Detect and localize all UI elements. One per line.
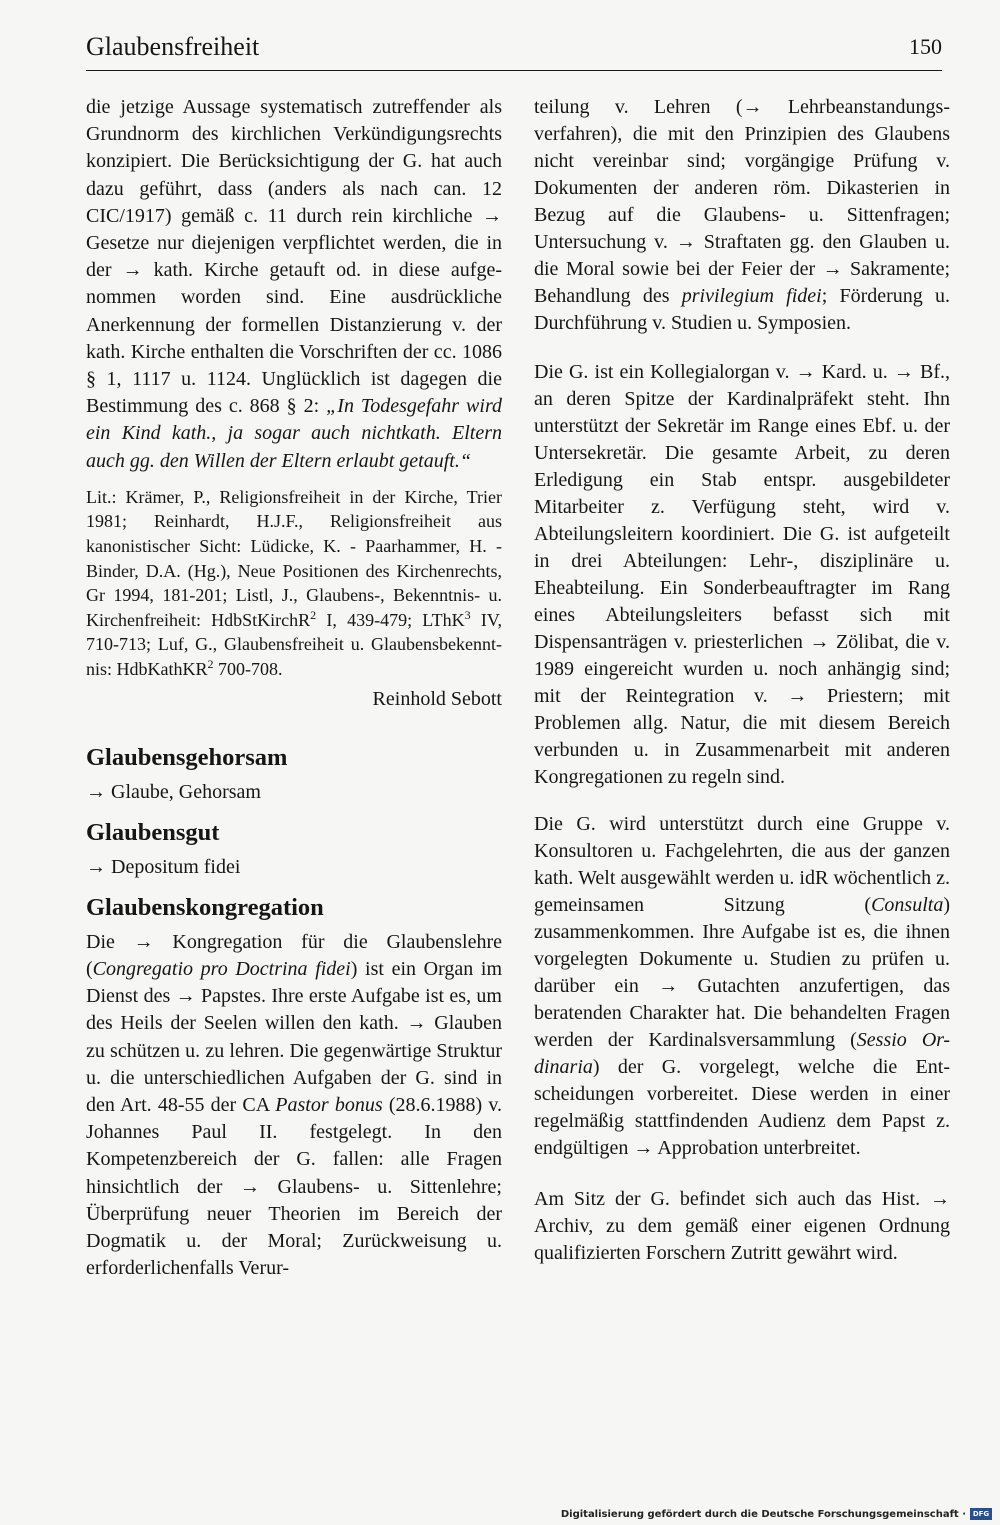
dfg-logo: DFG	[970, 1508, 992, 1520]
digitization-credit	[561, 1508, 992, 1520]
entry-title-glaubensgehorsam: Glaubensgehorsam	[86, 743, 288, 771]
article-author: Reinhold Sebott	[372, 687, 502, 710]
right-column	[534, 94, 950, 1267]
right-paragraph-1: teilung v. Lehren (→ Lehrbeanstandungsverfahren), die mit den Prinzipien des Glaubens nicht vereinbar sind; vorgängige Prüfung v. Dokumenten der anderen röm. Dikasterien in Bezug auf die Glaubens- u. Sittenfragen; Untersuchung v. → Straftaten gg. den Glauben u. die Moral sowie bei der Feier der → Sakramente; Behandlung des privilegium fidei; Förderung u. Durchführung v. Studien u. Symposien.	[534, 96, 951, 334]
cross-reference: → Glaube, Gehorsam	[86, 780, 261, 803]
right-paragraph-3: Die G. wird unterstützt durch eine Gruppe v. Konsultoren u. Fachgelehrten, die aus der ganzen kath. Welt ausgewählt werden u. idR wöchentlich z. gemeinsamen Sitzung (Consulta) zusammenkommen. Ihre Aufgabe ist es, die ihnen vorgelegten Dokumente u. Studien zu prüfen u. darüber ein → Gutachten anzufertigen, das beratenden Charakter hat. Die behandelten Fragen werden der Kardinalsversammlung (Sessio Ordinaria) der G. vorgelegt, welche die Entscheidungen vorbereitet. Diese werden in einer regelmäßig stattfindenden Audienz dem Papst z. endgültigen → Approbation unterbreitet.	[534, 813, 951, 1159]
literature-list: Lit.: Krämer, P., Religionsfreiheit in der Kirche, Trier 1981; Reinhardt, H.J.F., Religionsfreiheit aus kanonistischer Sicht: Lüdicke, K. - Paarhammer, H. - Binder, D.A. (Hg.), Neue Positionen des Kirchenrechts, Gr 1994, 181-201; Listl, J., Glaubens-, Bekenntnis- u. Kirchenfreiheit: HdbStKirchR$^2$ I, 439-479; LThK$^3$ IV, 710-713; Luf, G., Glaubensfreiheit u. Glaubensbekenntnis: HdbKathKR$^2$ 700-708.	[86, 486, 503, 679]
cross-reference: → Depositum fidei	[86, 855, 241, 878]
entry-title-glaubenskongregation: Glaubenskongregation	[86, 893, 324, 921]
credit-text: Digitalisierung gefördert durch die Deutsche Forschungsgemeinschaft ·	[560, 1508, 966, 1520]
left-paragraph-3: Die → Kongregation für die Glaubenslehre (Congregatio pro Doctrina fidei) ist ein Organ im Dienst des → Papstes. Ihre erste Aufgabe ist es, um des Heils der Seelen willen den kath. → Glauben zu schützen u. zu lehren. Die gegenwärtige Struktur u. die unterschiedlichen Aufgaben der G. sind in den Art. 48-55 der CA Pastor bonus (28.6.1988) v. Johannes Paul II. festgelegt. In den Kompetenzbereich der G. fallen: alle Fragen hinsichtlich der → Glaubens- u. Sittenlehre; Überprüfung neuer Theorien im Bereich der Dogmatik u. der Moral; Zurückweisung u. erforderlichenfalls Verur-	[86, 930, 503, 1280]
left-column	[86, 94, 502, 1282]
running-title: Glaubensfreiheit	[86, 32, 260, 61]
page-header	[86, 30, 942, 71]
entry-title-glaubensgut: Glaubensgut	[86, 818, 220, 846]
page-number: 150	[909, 34, 942, 59]
left-paragraph-1: die jetzige Aussage systematisch zutreffender als Grundnorm des kirchlichen Verkündigungsrechts konzipiert. Die Berücksichtigung der G. hat auch dazu geführt, dass (anders als nach can. 12 CIC/1917) gemäß c. 11 durch rein kirchliche → Gesetze nur diejenigen verpflichtet werden, die in der → kath. Kirche getauft od. in diese aufgenommen worden sind. Eine ausdrückliche Anerkennung der formellen Distanzierung v. der kath. Kirche enthalten die Vorschriften der cc. 1086 § 1, 1117 u. 1124. Unglücklich ist dagegen die Bestimmung des c. 868 § 2: „In Todesgefahr wird ein Kind kath., ja sogar auch nichtkath. Eltern auch gg. den Willen der Eltern erlaubt getauft.“	[86, 96, 502, 472]
right-paragraph-2: Die G. ist ein Kollegialorgan v. → Kard. u. → Bf., an deren Spitze der Kardinalpräfekt steht. Ihn unterstützt der Sekretär im Range eines Ebf. u. der Untersekretär. Die gesamte Arbeit, zu deren Erledigung ein Stab entspr. ausgebildeter Mitarbeiter z. Verfügung steht, wird v. Abteilungsleitern koordiniert. Die G. ist aufgeteilt in drei Abteilungen: Lehr-, disziplinäre u. Eheabteilung. Ein Sonderbeauftragter im Rang eines Abteilungsleiters befasst sich mit Dispensanträgen v. priesterlichen → Zölibat, die v. 1989 eingereicht wurden u. noch anhängig sind; mit der Reintegration v. → Priestern; mit Problemen allg. Natur, die mit diesem Bereich verbunden u. in Zusammenarbeit mit anderen Kongregationen zu regeln sind.	[534, 361, 950, 788]
right-paragraph-4: Am Sitz der G. befindet sich auch das Hist. → Archiv, zu dem gemäß einer eigenen Ordnung qualifizierten Forschern Zutritt gewährt wird.	[534, 1188, 950, 1264]
